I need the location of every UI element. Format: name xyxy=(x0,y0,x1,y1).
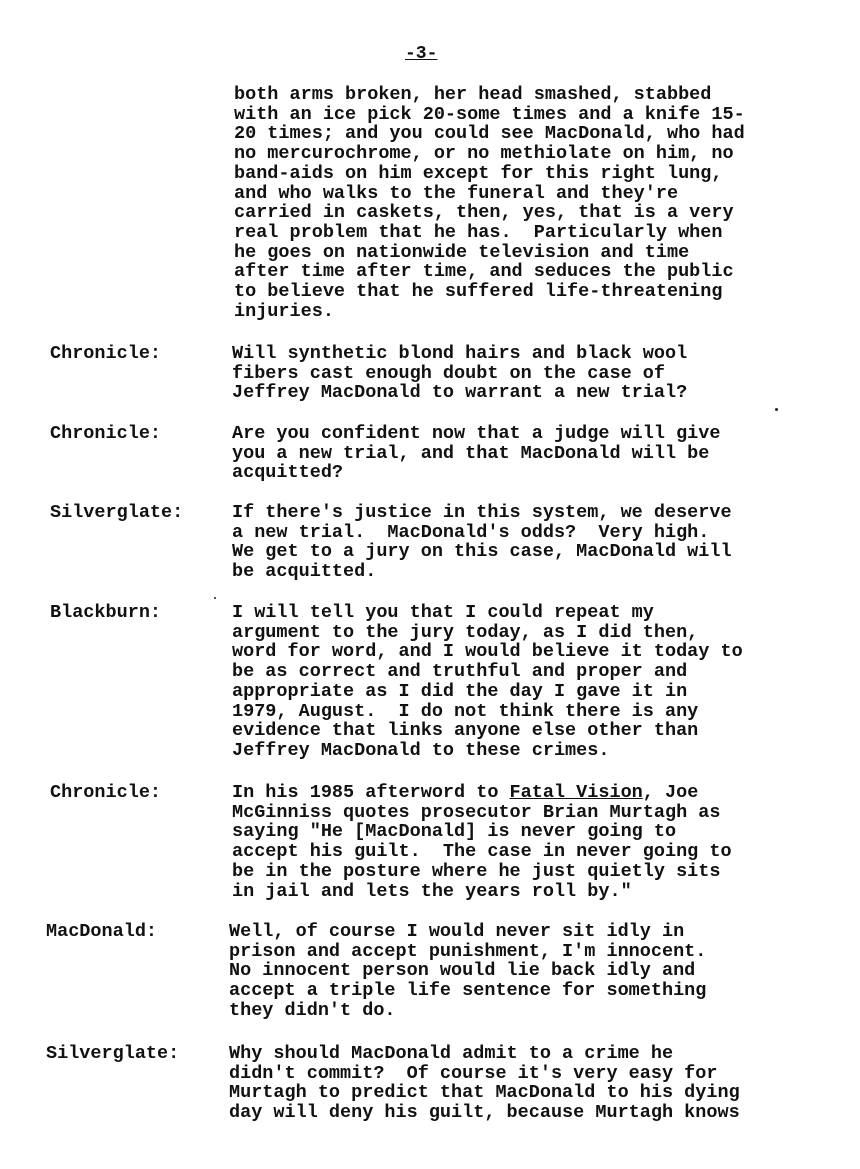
text-line: appropriate as I did the day I gave it in xyxy=(232,680,688,702)
speaker-label: Blackburn: xyxy=(50,602,162,623)
text-line: to believe that he suffered life-threatening xyxy=(234,281,723,303)
text-line: they didn't do. xyxy=(229,999,396,1021)
speech-text xyxy=(232,503,832,582)
text-line: argument to the jury today, as I did then, xyxy=(232,621,699,643)
text-line: carried in caskets, then, yes, that is a very xyxy=(234,202,734,224)
scan-speck xyxy=(775,408,778,411)
text-line xyxy=(232,783,832,803)
text-line: didn't commit? Of course it's very easy for xyxy=(229,1062,718,1084)
text-line: after time after time, and seduces the public xyxy=(234,261,734,283)
text-line: McGinniss quotes prosecutor Brian Murtagh as xyxy=(232,801,721,823)
text-line: Jeffrey MacDonald to warrant a new trial? xyxy=(232,382,688,404)
text-line: No innocent person would lie back idly and xyxy=(229,960,696,982)
text-line: We get to a jury on this case, MacDonald will xyxy=(232,541,732,563)
speaker-label: Chronicle: xyxy=(50,343,162,364)
text-line: Will synthetic blond hairs and black wool xyxy=(232,343,688,364)
text-line: in jail and lets the years roll by." xyxy=(232,880,632,902)
text-line: If there's justice in this system, we deserve xyxy=(232,502,732,523)
speech-text xyxy=(232,344,832,403)
text-line: real problem that he has. Particularly when xyxy=(234,221,723,243)
text-line: a new trial. MacDonald's odds? Very high. xyxy=(232,521,710,543)
text-line: Why should MacDonald admit to a crime he xyxy=(229,1043,674,1064)
scan-speck xyxy=(214,597,216,599)
text-line: injuries. xyxy=(234,300,334,322)
text-line: I will tell you that I could repeat my xyxy=(232,602,654,623)
text-line: no mercurochrome, or no methiolate on him, no xyxy=(234,143,734,165)
text-line: 1979, August. I do not think there is any xyxy=(232,700,699,722)
page-number: -3- xyxy=(405,44,438,64)
text-line: with an ice pick 20-some times and a knife 15- xyxy=(234,103,745,125)
text-line: acquitted? xyxy=(232,462,344,484)
text-line: fibers cast enough doubt on the case of xyxy=(232,362,665,384)
text-line: Murtagh to predict that MacDonald to his dying xyxy=(229,1082,740,1104)
speech-text xyxy=(229,1044,829,1123)
text-fragment: In his 1985 afterword to xyxy=(232,782,510,803)
speaker-label: Chronicle: xyxy=(50,423,162,444)
text-line: word for word, and I would believe it today to xyxy=(232,641,743,663)
text-line: day will deny his guilt, because Murtagh knows xyxy=(229,1102,740,1124)
speech-text xyxy=(232,783,832,901)
text-line: 20 times; and you could see MacDonald, who had xyxy=(234,123,745,145)
text-line: prison and accept punishment, I'm innocent. xyxy=(229,940,707,962)
text-line: be in the posture where he just quietly sits xyxy=(232,860,721,882)
text-line: he goes on nationwide television and time xyxy=(234,241,690,263)
speaker-label: Silverglate: xyxy=(46,1043,180,1064)
speaker-label: MacDonald: xyxy=(46,921,158,942)
text-line: accept a triple life sentence for something xyxy=(229,980,707,1002)
text-line: be acquitted. xyxy=(232,561,377,583)
speech-text xyxy=(232,603,832,761)
text-line: be as correct and truthful and proper and xyxy=(232,661,688,683)
text-line: accept his guilt. The case in never going to xyxy=(232,841,732,863)
text-line: Well, of course I would never sit idly in xyxy=(229,921,685,942)
text-line: saying "He [MacDonald] is never going to xyxy=(232,821,677,843)
speech-text xyxy=(232,424,832,483)
speaker-label: Chronicle: xyxy=(50,782,162,803)
text-line: evidence that links anyone else other than xyxy=(232,720,699,742)
speaker-label: Silverglate: xyxy=(50,502,184,523)
continued-answer xyxy=(234,85,814,321)
text-line: Are you confident now that a judge will give xyxy=(232,423,721,444)
text-line: and who walks to the funeral and they're xyxy=(234,182,679,204)
text-line: band-aids on him except for this right lung, xyxy=(234,162,723,184)
speech-text xyxy=(229,922,829,1021)
text-line: you a new trial, and that MacDonald will be xyxy=(232,442,710,464)
text-fragment: , Joe xyxy=(642,782,699,803)
book-title: Fatal Vision xyxy=(509,782,643,803)
text-line: both arms broken, her head smashed, stabbed xyxy=(234,84,712,105)
text-line: Jeffrey MacDonald to these crimes. xyxy=(232,739,610,761)
